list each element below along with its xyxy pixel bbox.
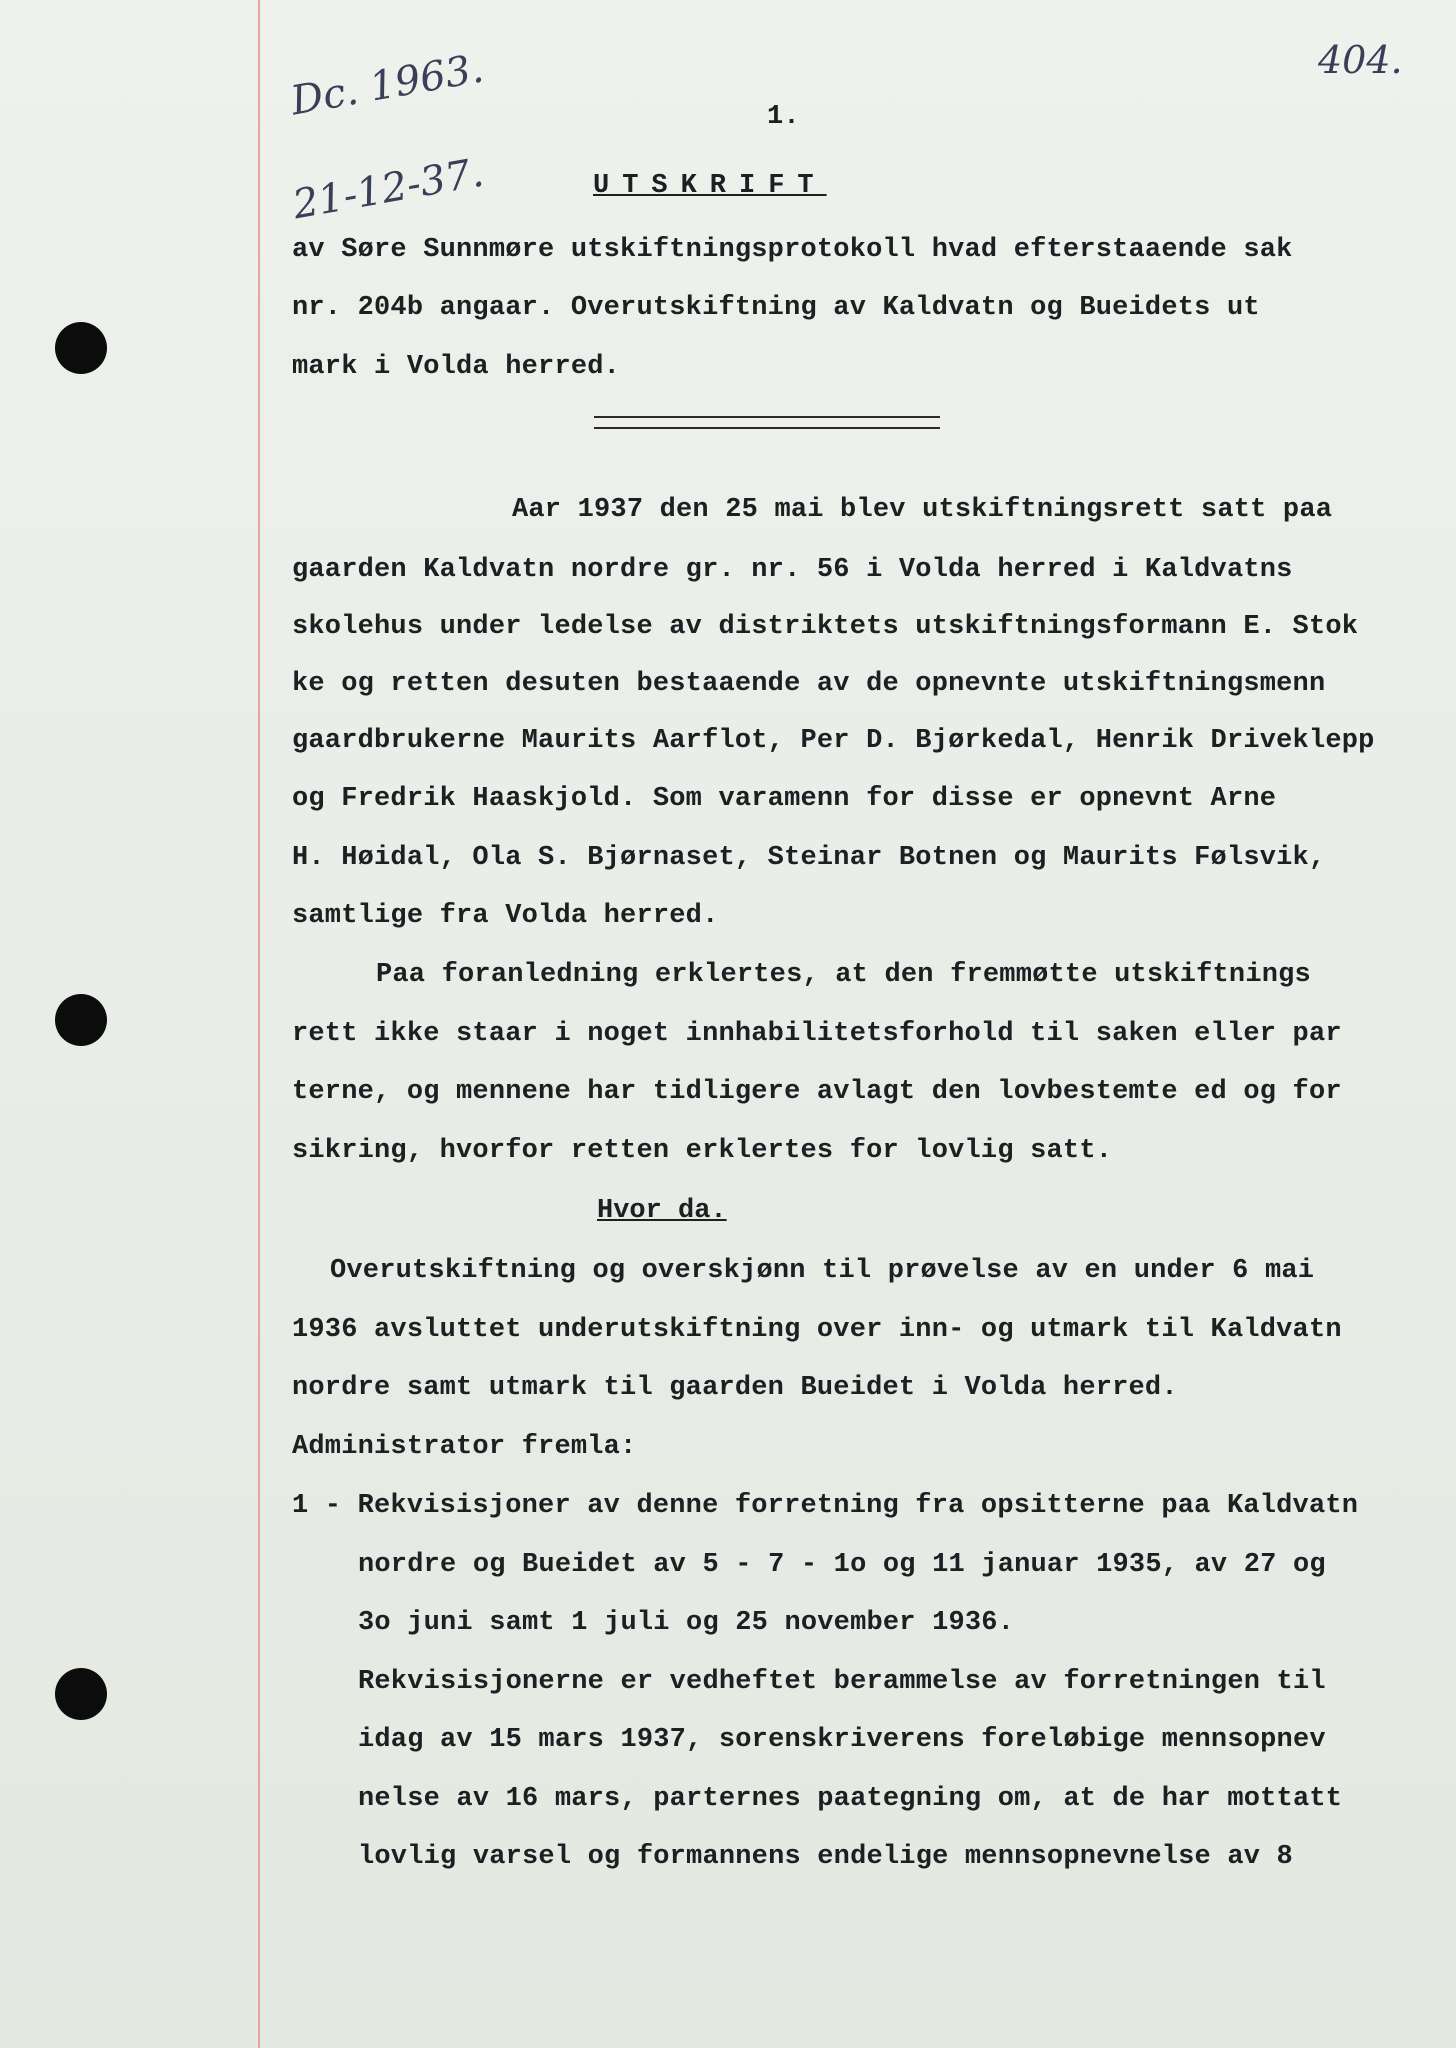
body-line: idag av 15 mars 1937, sorenskriverens foreløbige mennsopnev: [358, 1725, 1326, 1755]
body-line: nelse av 16 mars, parternes paategning om, at de har mottatt: [358, 1784, 1343, 1814]
page-label: 1.: [767, 102, 800, 132]
body-line: H. Høidal, Ola S. Bjørnaset, Steinar Botnen og Maurits Følsvik,: [292, 843, 1326, 873]
body-line: samtlige fra Volda herred.: [292, 901, 719, 931]
body-line: Rekvisisjonerne er vedheftet berammelse av forretningen til: [358, 1667, 1326, 1697]
document-title: UTSKRIFT: [593, 171, 827, 201]
punch-hole: [55, 994, 107, 1046]
list-item-continuation: 3o juni samt 1 juli og 25 november 1936.: [358, 1608, 1015, 1638]
body-line: terne, og mennene har tidligere avlagt den lovbestemte ed og for: [292, 1077, 1342, 1107]
list-item: 1 - Rekvisisjoner av denne forretning fra opsitterne paa Kaldvatn: [292, 1491, 1359, 1521]
body-line: 1936 avsluttet underutskiftning over inn- og utmark til Kaldvatn: [292, 1315, 1342, 1345]
intro-line: mark i Volda herred.: [292, 352, 621, 382]
list-item-continuation: nordre og Bueidet av 5 - 7 - 1o og 11 januar 1935, av 27 og: [358, 1550, 1326, 1580]
body-line: Aar 1937 den 25 mai blev utskiftningsrett satt paa: [512, 495, 1333, 525]
body-line: Paa foranledning erklertes, at den fremmøtte utskiftnings: [376, 960, 1311, 990]
intro-line: av Søre Sunnmøre utskiftningsprotokoll hvad efterstaaende sak: [292, 235, 1293, 265]
body-line: gaarden Kaldvatn nordre gr. nr. 56 i Volda herred i Kaldvatns: [292, 555, 1293, 585]
body-line: Administrator fremla:: [292, 1432, 637, 1462]
punch-hole: [55, 322, 107, 374]
body-line: skolehus under ledelse av distriktets utskiftningsformann E. Stok: [292, 612, 1359, 642]
margin-rule: [258, 0, 260, 2048]
handwritten-ref-date: 21-12-37.: [289, 149, 487, 229]
body-line: ke og retten desuten bestaaende av de opnevnte utskiftningsmenn: [292, 669, 1326, 699]
handwritten-ref-number: Dc. 1963.: [287, 45, 487, 125]
body-line: Overutskiftning og overskjønn til prøvelse av en under 6 mai: [330, 1256, 1315, 1286]
body-line: rett ikke staar i noget innhabilitetsforhold til saken eller par: [292, 1019, 1342, 1049]
body-line: nordre samt utmark til gaarden Bueidet i Volda herred.: [292, 1373, 1178, 1403]
handwritten-page-number: 404.: [1318, 38, 1403, 82]
punch-hole: [55, 1668, 107, 1720]
body-line: sikring, hvorfor retten erklertes for lovlig satt.: [292, 1136, 1113, 1166]
section-heading: Hvor da.: [597, 1196, 727, 1226]
section-divider: [594, 416, 940, 429]
body-line: gaardbrukerne Maurits Aarflot, Per D. Bjørkedal, Henrik Driveklepp: [292, 726, 1375, 756]
body-line: og Fredrik Haaskjold. Som varamenn for disse er opnevnt Arne: [292, 784, 1277, 814]
intro-line: nr. 204b angaar. Overutskiftning av Kaldvatn og Bueidets ut: [292, 293, 1260, 323]
body-line: lovlig varsel og formannens endelige mennsopnevnelse av 8: [358, 1842, 1293, 1872]
